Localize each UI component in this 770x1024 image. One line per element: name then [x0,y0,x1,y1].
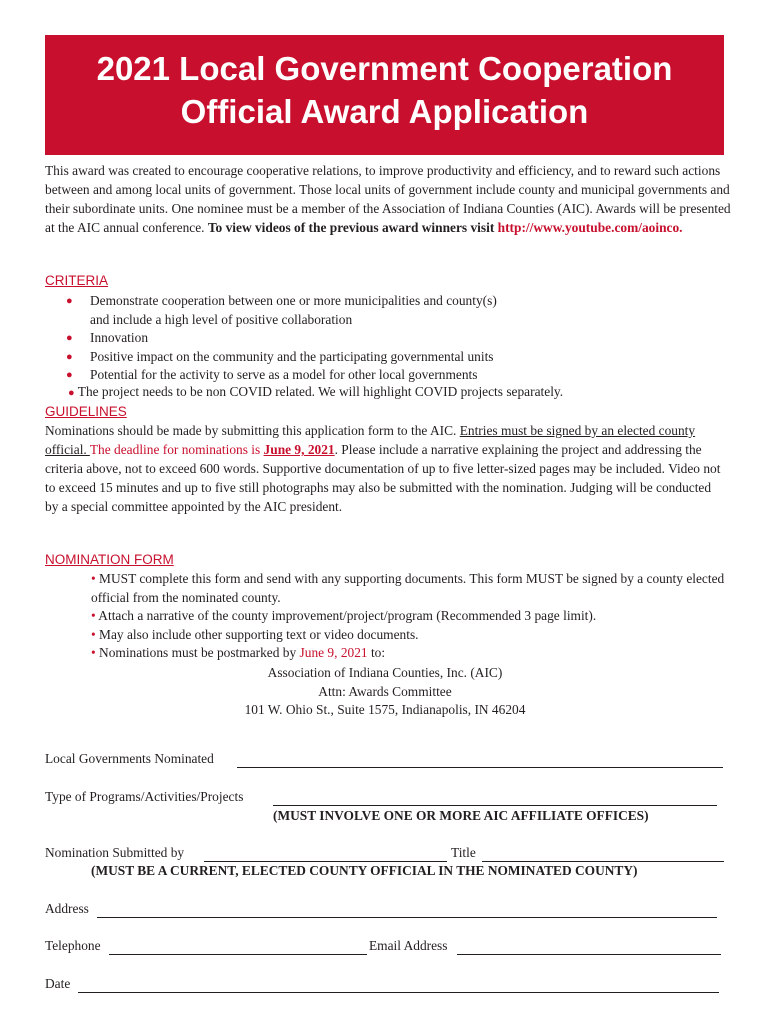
title-field[interactable] [482,861,724,862]
guidelines-paragraph: Nominations should be made by submitting this application form to the AIC. Entries must be signed by an elected county official. The deadline for nominations is June 9, 2021. Please include a narrative explaining the project and addressing the criteria above, not to exceed 600 words. Supportive documentation of up to five letter-sized pages may be included. Video not to exceed 15 minutes and up to five still photographs may also be submitted with the nomination. Judging will be conducted by a special committee appointed by the AIC president. [45,423,721,514]
address-line: Association of Indiana Counties, Inc. (AIC) [267,665,503,680]
deadline-date: June 9, 2021 [263,442,335,457]
postmark-date: June 9, 2021 [299,645,368,661]
bullet-icon: ● [66,350,73,363]
programs-label: Type of Programs/Activities/Projects [45,789,244,804]
criteria-list [64,292,724,385]
list-item: ● Demonstrate cooperation between one or more municipalities and county(s) [64,292,724,311]
list-item: • May also include other supporting text or video documents. [91,626,419,642]
nomination-list [91,570,731,663]
youtube-link[interactable]: http://www.youtube.com/aoinco. [497,220,683,235]
title-line-2: Official Award Application [180,93,589,130]
telephone-label: Telephone [45,938,101,953]
list-item: ● Potential for the activity to serve as a model for other local governments [64,366,724,385]
programs-note: (MUST INVOLVE ONE OR MORE AIC AFFILIATE OFFICES) [273,808,649,823]
submitted-by-label: Nomination Submitted by [45,845,185,860]
bullet-icon: • [91,645,96,661]
submitted-by-field[interactable] [204,861,447,862]
guidelines-heading: GUIDELINES [45,404,127,419]
email-label: Email Address [369,938,448,953]
signature-requirement: Entries must be signed by an elected county official. [45,423,696,457]
local-governments-field[interactable] [237,767,723,768]
bullet-icon: ● [66,332,73,345]
email-field[interactable] [457,954,721,955]
bullet-icon: • [91,571,96,586]
address-label: Address [45,901,89,916]
intro-paragraph [45,161,735,237]
bullet-icon: • [91,626,96,642]
covid-note: ● The project needs to be non COVID related. We will highlight COVID projects separately. [68,384,564,399]
list-item: ● Positive impact on the community and the participating governmental units [64,348,724,367]
submitted-by-note: (MUST BE A CURRENT, ELECTED COUNTY OFFICIAL IN THE NOMINATED COUNTY) [91,863,638,878]
bullet-icon: ● [66,369,73,382]
intro-video-note: To view videos of the previous award winners visit [207,220,498,235]
nomination-heading: NOMINATION FORM [45,552,174,567]
telephone-field[interactable] [109,954,367,955]
address-field[interactable] [97,917,717,918]
list-item: • MUST complete this form and send with any supporting documents. This form MUST be signed by a county elected official from the nominated county. [91,571,725,605]
date-field[interactable] [78,992,719,993]
local-governments-label: Local Governments Nominated [45,751,214,766]
address-line: 101 W. Ohio St., Suite 1575, Indianapolis, IN 46204 [244,702,526,718]
programs-field[interactable] [273,805,717,806]
mailing-address [0,664,770,720]
list-item: • Attach a narrative of the county improvement/project/program (Recommended 3 page limit). [91,608,597,624]
bullet-icon: • [91,608,96,624]
title-banner [45,35,724,155]
criteria-heading: CRITERIA [45,273,109,288]
title-label: Title [451,845,476,860]
page-title [45,35,724,133]
address-line: Attn: Awards Committee [318,683,452,699]
date-label: Date [45,976,71,991]
list-item: • Nominations must be postmarked by June 9, 2021 to: [91,645,386,661]
title-line-1: 2021 Local Government Cooperation [96,50,673,87]
bullet-icon: ● [68,387,75,399]
list-item: ● Innovation [64,329,724,348]
bullet-icon: ● [66,295,73,307]
list-item-continuation: and include a high level of positive collaboration [90,311,353,327]
intro-text: This award was created to encourage cooperative relations, to improve productivity and efficiency, and to reward such actions between and among local units of government. Those local units of government include county and municipal governments and their subordinate units. One nominee must be a member of the Association of Indiana Counties (AIC). Awards will be presented at the AIC annual conference. [45,163,731,235]
deadline-text: The deadline for nominations is [89,442,264,457]
